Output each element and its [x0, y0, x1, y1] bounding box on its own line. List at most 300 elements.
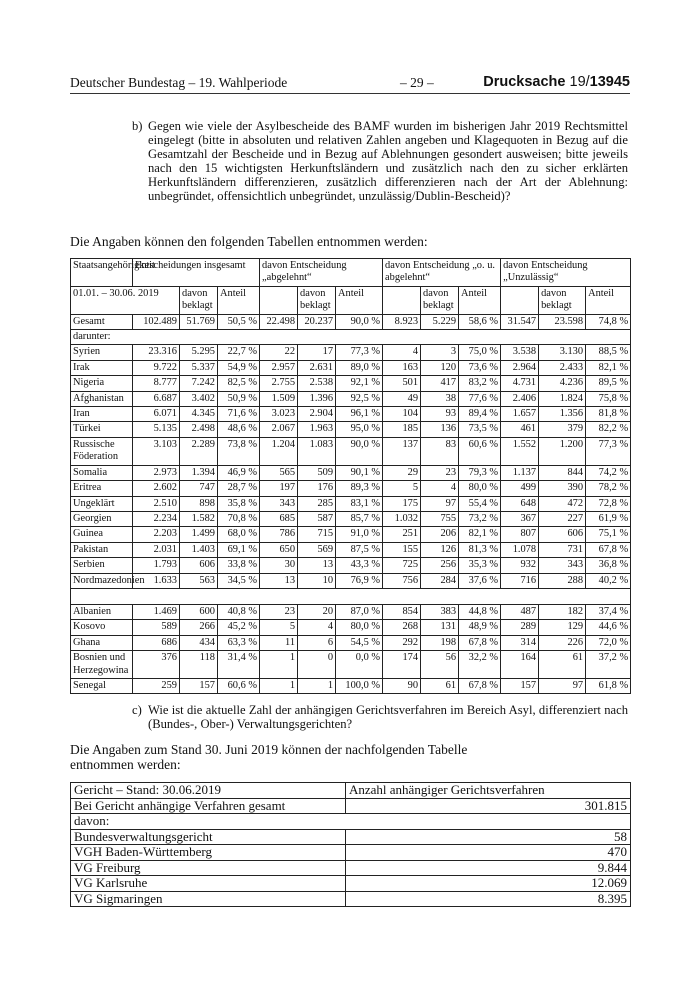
table-cell: 648 [501, 496, 539, 511]
table-cell: 12.069 [346, 876, 631, 892]
question-b [132, 119, 628, 203]
table-cell: 175 [383, 496, 421, 511]
table-cell: 256 [421, 558, 459, 573]
header-cell: Gericht – Stand: 30.06.2019 [71, 783, 346, 799]
table-cell: 67,8 % [459, 635, 501, 650]
table-cell: 2.964 [501, 360, 539, 375]
table-cell: 51.769 [180, 314, 218, 329]
table-row [71, 635, 631, 650]
table-cell: 77,3 % [586, 437, 631, 465]
table-cell: 807 [501, 527, 539, 542]
table-cell: 2.904 [298, 407, 336, 422]
table-cell: 589 [133, 620, 180, 635]
table-row [71, 376, 631, 391]
table-cell: 22 [260, 345, 298, 360]
table-cell: 35,3 % [459, 558, 501, 573]
table-cell: 176 [298, 481, 336, 496]
table-cell: Pakistan [71, 542, 133, 557]
table-cell: 96,1 % [336, 407, 383, 422]
table-cell: Ungeklärt [71, 496, 133, 511]
table-cell: 85,7 % [336, 511, 383, 526]
question-b-label: b) [132, 119, 143, 133]
table-cell: 95,0 % [336, 422, 383, 437]
table-cell: 472 [539, 496, 586, 511]
table-cell: 70,8 % [218, 511, 260, 526]
table-cell: 81,3 % [459, 542, 501, 557]
table-cell: 5.135 [133, 422, 180, 437]
table-cell: 509 [298, 465, 336, 480]
header-cell: Anteil [218, 286, 260, 314]
table-row [71, 620, 631, 635]
table-cell: VG Freiburg [71, 860, 346, 876]
table-cell: 75,1 % [586, 527, 631, 542]
table-cell: 10 [298, 573, 336, 588]
table-cell: 63,3 % [218, 635, 260, 650]
table-cell: 2.289 [180, 437, 218, 465]
page-header [70, 75, 630, 93]
table-cell: 100,0 % [336, 678, 383, 693]
header-cell: davon beklagt [539, 286, 586, 314]
table-cell: 89,5 % [586, 376, 631, 391]
table-cell: 88,5 % [586, 345, 631, 360]
table-cell: 60,6 % [218, 678, 260, 693]
table-cell: 48,6 % [218, 422, 260, 437]
darunter-row [71, 330, 631, 345]
table-cell: 73,5 % [459, 422, 501, 437]
table-cell: 284 [421, 573, 459, 588]
table-cell [71, 588, 631, 604]
table-cell: 4.236 [539, 376, 586, 391]
table-cell: 1.394 [180, 465, 218, 480]
table-cell: 58,6 % [459, 314, 501, 329]
question-b-text: Gegen wie viele der Asylbescheide des BAMF wurden im bisherigen Jahr 2019 Rechtsmittel eingelegt (bitte in absoluten und relativen Zahlen angeben und Klagequoten in Bezug auf die Gesamtzahl der Bescheide und in Bezug auf Ablehnungen gesondert ausweisen; bitte jeweils nach den 15 wichtigsten Herkunftsländern und zusätzlich nach den zu sicher erklärten Herkunftsländern differenzieren, zusätzlich differenzieren nach der Art der Ablehnung: unbegründet, offensichtlich unbegründet, unzulässig/Dublin-Bescheid)? [148, 119, 628, 203]
table-cell: 75,8 % [586, 391, 631, 406]
table-cell: 44,6 % [586, 620, 631, 635]
table-cell: 82,2 % [586, 422, 631, 437]
table-cell: 74,8 % [586, 314, 631, 329]
table-cell: 56 [421, 651, 459, 679]
table-cell: 89,0 % [336, 360, 383, 375]
table-cell: 50,5 % [218, 314, 260, 329]
table-cell: VG Sigmaringen [71, 891, 346, 907]
table-cell: 129 [539, 620, 586, 635]
table-row [71, 511, 631, 526]
table-row [71, 345, 631, 360]
table-cell: 73,2 % [459, 511, 501, 526]
table-cell: 6 [298, 635, 336, 650]
table-cell: 23 [421, 465, 459, 480]
document-number: Drucksache 19/13945 [483, 74, 630, 90]
table-cell: 164 [501, 651, 539, 679]
table-cell: 137 [383, 437, 421, 465]
table-cell: 102.489 [133, 314, 180, 329]
table-row [71, 391, 631, 406]
table-cell: 4.345 [180, 407, 218, 422]
table-row [71, 465, 631, 480]
table-cell: 2.510 [133, 496, 180, 511]
table-row [71, 558, 631, 573]
table-cell: Senegal [71, 678, 133, 693]
table-cell: 786 [260, 527, 298, 542]
table-cell: 3 [421, 345, 459, 360]
table-cell: 379 [539, 422, 586, 437]
table-cell: 434 [180, 635, 218, 650]
table-cell: 226 [539, 635, 586, 650]
table-cell: 1.499 [180, 527, 218, 542]
table-cell: 72,8 % [586, 496, 631, 511]
table-cell: 120 [421, 360, 459, 375]
table-cell: 82,5 % [218, 376, 260, 391]
table-cell: 7.242 [180, 376, 218, 391]
table-cell: 1.204 [260, 437, 298, 465]
table-cell: 40,2 % [586, 573, 631, 588]
table-cell: Nordmazedonien [71, 573, 133, 588]
table-cell: 23 [260, 604, 298, 619]
table-cell: 13 [298, 558, 336, 573]
table-cell: 67,8 % [586, 542, 631, 557]
table-cell: 1.824 [539, 391, 586, 406]
table-cell: 2.406 [501, 391, 539, 406]
table-cell: 844 [539, 465, 586, 480]
table-cell: 854 [383, 604, 421, 619]
table-cell: 90,0 % [336, 314, 383, 329]
table-cell: 71,6 % [218, 407, 260, 422]
table-row [71, 437, 631, 465]
table-cell: 1.633 [133, 573, 180, 588]
header-cell: 01.01. – 30.06. 2019 [71, 286, 180, 314]
table-cell: 104 [383, 407, 421, 422]
table-cell: 314 [501, 635, 539, 650]
table-cell: Afghanistan [71, 391, 133, 406]
table-cell: 22.498 [260, 314, 298, 329]
table-cell: 565 [260, 465, 298, 480]
table-cell: 46,9 % [218, 465, 260, 480]
table-cell: 17 [298, 345, 336, 360]
table-cell: 50,9 % [218, 391, 260, 406]
table-cell: 54,9 % [218, 360, 260, 375]
header-cell: Anteil [336, 286, 383, 314]
table-cell: 1 [260, 651, 298, 679]
header-cell [260, 286, 298, 314]
table-cell: 55,4 % [459, 496, 501, 511]
table-cell: 266 [180, 620, 218, 635]
table-cell: Iran [71, 407, 133, 422]
table-cell: darunter: [71, 330, 631, 345]
table-cell: 2.973 [133, 465, 180, 480]
table-cell: 38 [421, 391, 459, 406]
table-cell: 587 [298, 511, 336, 526]
table-cell: 72,0 % [586, 635, 631, 650]
table-cell: 92,1 % [336, 376, 383, 391]
table-cell: 43,3 % [336, 558, 383, 573]
asylum-appeals-table [70, 258, 631, 694]
table-cell: 1.793 [133, 558, 180, 573]
table-cell: 157 [501, 678, 539, 693]
table-cell: 606 [539, 527, 586, 542]
table-cell: Syrien [71, 345, 133, 360]
table-cell: 77,6 % [459, 391, 501, 406]
table-cell: 367 [501, 511, 539, 526]
table-cell: 6.687 [133, 391, 180, 406]
header-cell: Anteil [586, 286, 631, 314]
table-cell: 716 [501, 573, 539, 588]
table-header-row [71, 783, 631, 799]
table-cell: 600 [180, 604, 218, 619]
court-proceedings-table [70, 782, 631, 907]
table-cell: 2.498 [180, 422, 218, 437]
header-cell: davon beklagt [180, 286, 218, 314]
table-cell: 2.234 [133, 511, 180, 526]
table-cell: 606 [180, 558, 218, 573]
table-cell: 60,6 % [459, 437, 501, 465]
table-cell: 37,4 % [586, 604, 631, 619]
table-cell: 2.031 [133, 542, 180, 557]
header-cell: Anzahl anhängiger Gerichtsverfahren [346, 783, 631, 799]
table-row [71, 845, 631, 861]
table-cell: 92,5 % [336, 391, 383, 406]
table-cell: 227 [539, 511, 586, 526]
table-row [71, 542, 631, 557]
table-cell: 4 [298, 620, 336, 635]
table-cell: Kosovo [71, 620, 133, 635]
table-cell: 126 [421, 542, 459, 557]
table-row [71, 829, 631, 845]
table-cell: 2.067 [260, 422, 298, 437]
table-cell: Türkei [71, 422, 133, 437]
table-cell: 1.396 [298, 391, 336, 406]
header-cell: davon Entscheidung „Unzulässig“ [501, 259, 631, 287]
table-cell: 37,6 % [459, 573, 501, 588]
table-cell: 198 [421, 635, 459, 650]
table-cell: 4 [383, 345, 421, 360]
table-cell: 1.469 [133, 604, 180, 619]
table-cell: 81,8 % [586, 407, 631, 422]
table-cell: Guinea [71, 527, 133, 542]
table-cell: 756 [383, 573, 421, 588]
table-cell: 93 [421, 407, 459, 422]
table-row [71, 496, 631, 511]
table-cell: 45,2 % [218, 620, 260, 635]
table-cell: davon: [71, 814, 631, 830]
table-cell: 54,5 % [336, 635, 383, 650]
table-row [71, 678, 631, 693]
table-cell: 80,0 % [336, 620, 383, 635]
table-cell: 715 [298, 527, 336, 542]
table-cell: 2.631 [298, 360, 336, 375]
table-cell: 89,3 % [336, 481, 383, 496]
table-cell: 75,0 % [459, 345, 501, 360]
table-cell: 91,0 % [336, 527, 383, 542]
table-cell: 2.957 [260, 360, 298, 375]
table-cell: 1.200 [539, 437, 586, 465]
table-cell: Georgien [71, 511, 133, 526]
table-cell: 376 [133, 651, 180, 679]
table-cell: 76,9 % [336, 573, 383, 588]
table-cell: 5 [383, 481, 421, 496]
table-cell: 35,8 % [218, 496, 260, 511]
table-cell: 73,6 % [459, 360, 501, 375]
table-cell: 301.815 [346, 798, 631, 814]
table-cell: 11 [260, 635, 298, 650]
table-cell: 288 [539, 573, 586, 588]
header-cell: davon Entscheidung „o. u. abgelehnt“ [383, 259, 501, 287]
table-cell: 36,8 % [586, 558, 631, 573]
table-cell: 1.657 [501, 407, 539, 422]
table-cell: 251 [383, 527, 421, 542]
table-cell: 3.538 [501, 345, 539, 360]
table-cell: 97 [539, 678, 586, 693]
table-cell: 4.731 [501, 376, 539, 391]
table-cell: 1.582 [180, 511, 218, 526]
table-cell: 6.071 [133, 407, 180, 422]
table-row [71, 604, 631, 619]
table-row [71, 651, 631, 679]
table-cell: 292 [383, 635, 421, 650]
table-cell: 685 [260, 511, 298, 526]
table-cell: Bundesverwaltungsgericht [71, 829, 346, 845]
table-cell: 61 [421, 678, 459, 693]
table-cell: 390 [539, 481, 586, 496]
total-row [71, 798, 631, 814]
table-cell: 898 [180, 496, 218, 511]
table-cell: 2.203 [133, 527, 180, 542]
table-cell: 61 [539, 651, 586, 679]
table-cell: 3.130 [539, 345, 586, 360]
table-cell: 731 [539, 542, 586, 557]
table-cell: 87,5 % [336, 542, 383, 557]
page-number: – 29 – [400, 75, 434, 90]
table-cell: 83,2 % [459, 376, 501, 391]
table-cell: 3.023 [260, 407, 298, 422]
table-cell: 747 [180, 481, 218, 496]
table-cell: 4 [421, 481, 459, 496]
table-cell: 174 [383, 651, 421, 679]
table-cell: 206 [421, 527, 459, 542]
table-cell: 20.237 [298, 314, 336, 329]
table-cell: 157 [180, 678, 218, 693]
table-cell: 8.395 [346, 891, 631, 907]
table-cell: 343 [539, 558, 586, 573]
table-cell: Serbien [71, 558, 133, 573]
table-cell: 499 [501, 481, 539, 496]
table-cell: 89,4 % [459, 407, 501, 422]
table-cell: 67,8 % [459, 678, 501, 693]
table-cell: 58 [346, 829, 631, 845]
table-cell: 40,8 % [218, 604, 260, 619]
table-cell: 932 [501, 558, 539, 573]
table-cell: 22,7 % [218, 345, 260, 360]
header-cell [383, 286, 421, 314]
table-cell: 118 [180, 651, 218, 679]
table-cell: Bosnien und Herzegowina [71, 651, 133, 679]
table-cell: 79,3 % [459, 465, 501, 480]
table-cell: 73,8 % [218, 437, 260, 465]
table-cell: 49 [383, 391, 421, 406]
table-cell: 83 [421, 437, 459, 465]
header-cell: Anteil [459, 286, 501, 314]
question-c-label: c) [132, 703, 142, 717]
question-c [132, 703, 628, 731]
table-cell: Russische Föderation [71, 437, 133, 465]
table-cell: 61,9 % [586, 511, 631, 526]
table-row [71, 527, 631, 542]
table-cell: 74,2 % [586, 465, 631, 480]
davon-row [71, 814, 631, 830]
table-cell: 31.547 [501, 314, 539, 329]
table-cell: 1.137 [501, 465, 539, 480]
table-cell: 1.356 [539, 407, 586, 422]
table-cell: 155 [383, 542, 421, 557]
table-cell: 725 [383, 558, 421, 573]
table-cell: 569 [298, 542, 336, 557]
answer-c-text: Die Angaben zum Stand 30. Juni 2019 können der nachfolgenden Tabelle entnommen werden: [70, 742, 468, 772]
table-cell: 44,8 % [459, 604, 501, 619]
table-cell: 31,4 % [218, 651, 260, 679]
table-header-row [71, 259, 631, 287]
table-cell: 1.963 [298, 422, 336, 437]
table-cell: 5 [260, 620, 298, 635]
table-cell: 23.316 [133, 345, 180, 360]
table-cell: 97 [421, 496, 459, 511]
table-cell: Eritrea [71, 481, 133, 496]
table-cell: 650 [260, 542, 298, 557]
table-cell: 3.402 [180, 391, 218, 406]
table-cell: Somalia [71, 465, 133, 480]
table-cell: 8.777 [133, 376, 180, 391]
table-cell: 417 [421, 376, 459, 391]
table-cell: Nigeria [71, 376, 133, 391]
table-cell: 48,9 % [459, 620, 501, 635]
table-cell: 1 [298, 678, 336, 693]
table-cell: 197 [260, 481, 298, 496]
table-cell: 82,1 % [459, 527, 501, 542]
answer-b-text: Die Angaben können den folgenden Tabellen entnommen werden: [70, 234, 428, 249]
table-cell: 563 [180, 573, 218, 588]
table-cell: 2.755 [260, 376, 298, 391]
table-cell: 383 [421, 604, 459, 619]
table-cell: 61,8 % [586, 678, 631, 693]
table-cell: 83,1 % [336, 496, 383, 511]
spacer-row [71, 588, 631, 604]
table-cell: 343 [260, 496, 298, 511]
table-cell: 28,7 % [218, 481, 260, 496]
table-cell: 20 [298, 604, 336, 619]
header-cell [501, 286, 539, 314]
table-cell: 470 [346, 845, 631, 861]
table-cell: 0,0 % [336, 651, 383, 679]
table-row [71, 360, 631, 375]
parliament-label: Deutscher Bundestag – 19. Wahlperiode [70, 75, 288, 90]
table-cell: 87,0 % [336, 604, 383, 619]
table-cell: 68,0 % [218, 527, 260, 542]
table-cell: Albanien [71, 604, 133, 619]
table-cell: 78,2 % [586, 481, 631, 496]
header-cell: Staatsangehörigkeit [71, 259, 133, 287]
table-cell: 1.403 [180, 542, 218, 557]
table-cell: 501 [383, 376, 421, 391]
table-row [71, 422, 631, 437]
header-rule [70, 93, 630, 94]
table-row [71, 891, 631, 907]
header-cell: davon Entscheidung „abgelehnt“ [260, 259, 383, 287]
header-cell: davon beklagt [298, 286, 336, 314]
table-subheader-row [71, 286, 631, 314]
table-cell: 163 [383, 360, 421, 375]
table-cell: 2.433 [539, 360, 586, 375]
table-cell: 182 [539, 604, 586, 619]
table-cell: 686 [133, 635, 180, 650]
table-cell: 131 [421, 620, 459, 635]
